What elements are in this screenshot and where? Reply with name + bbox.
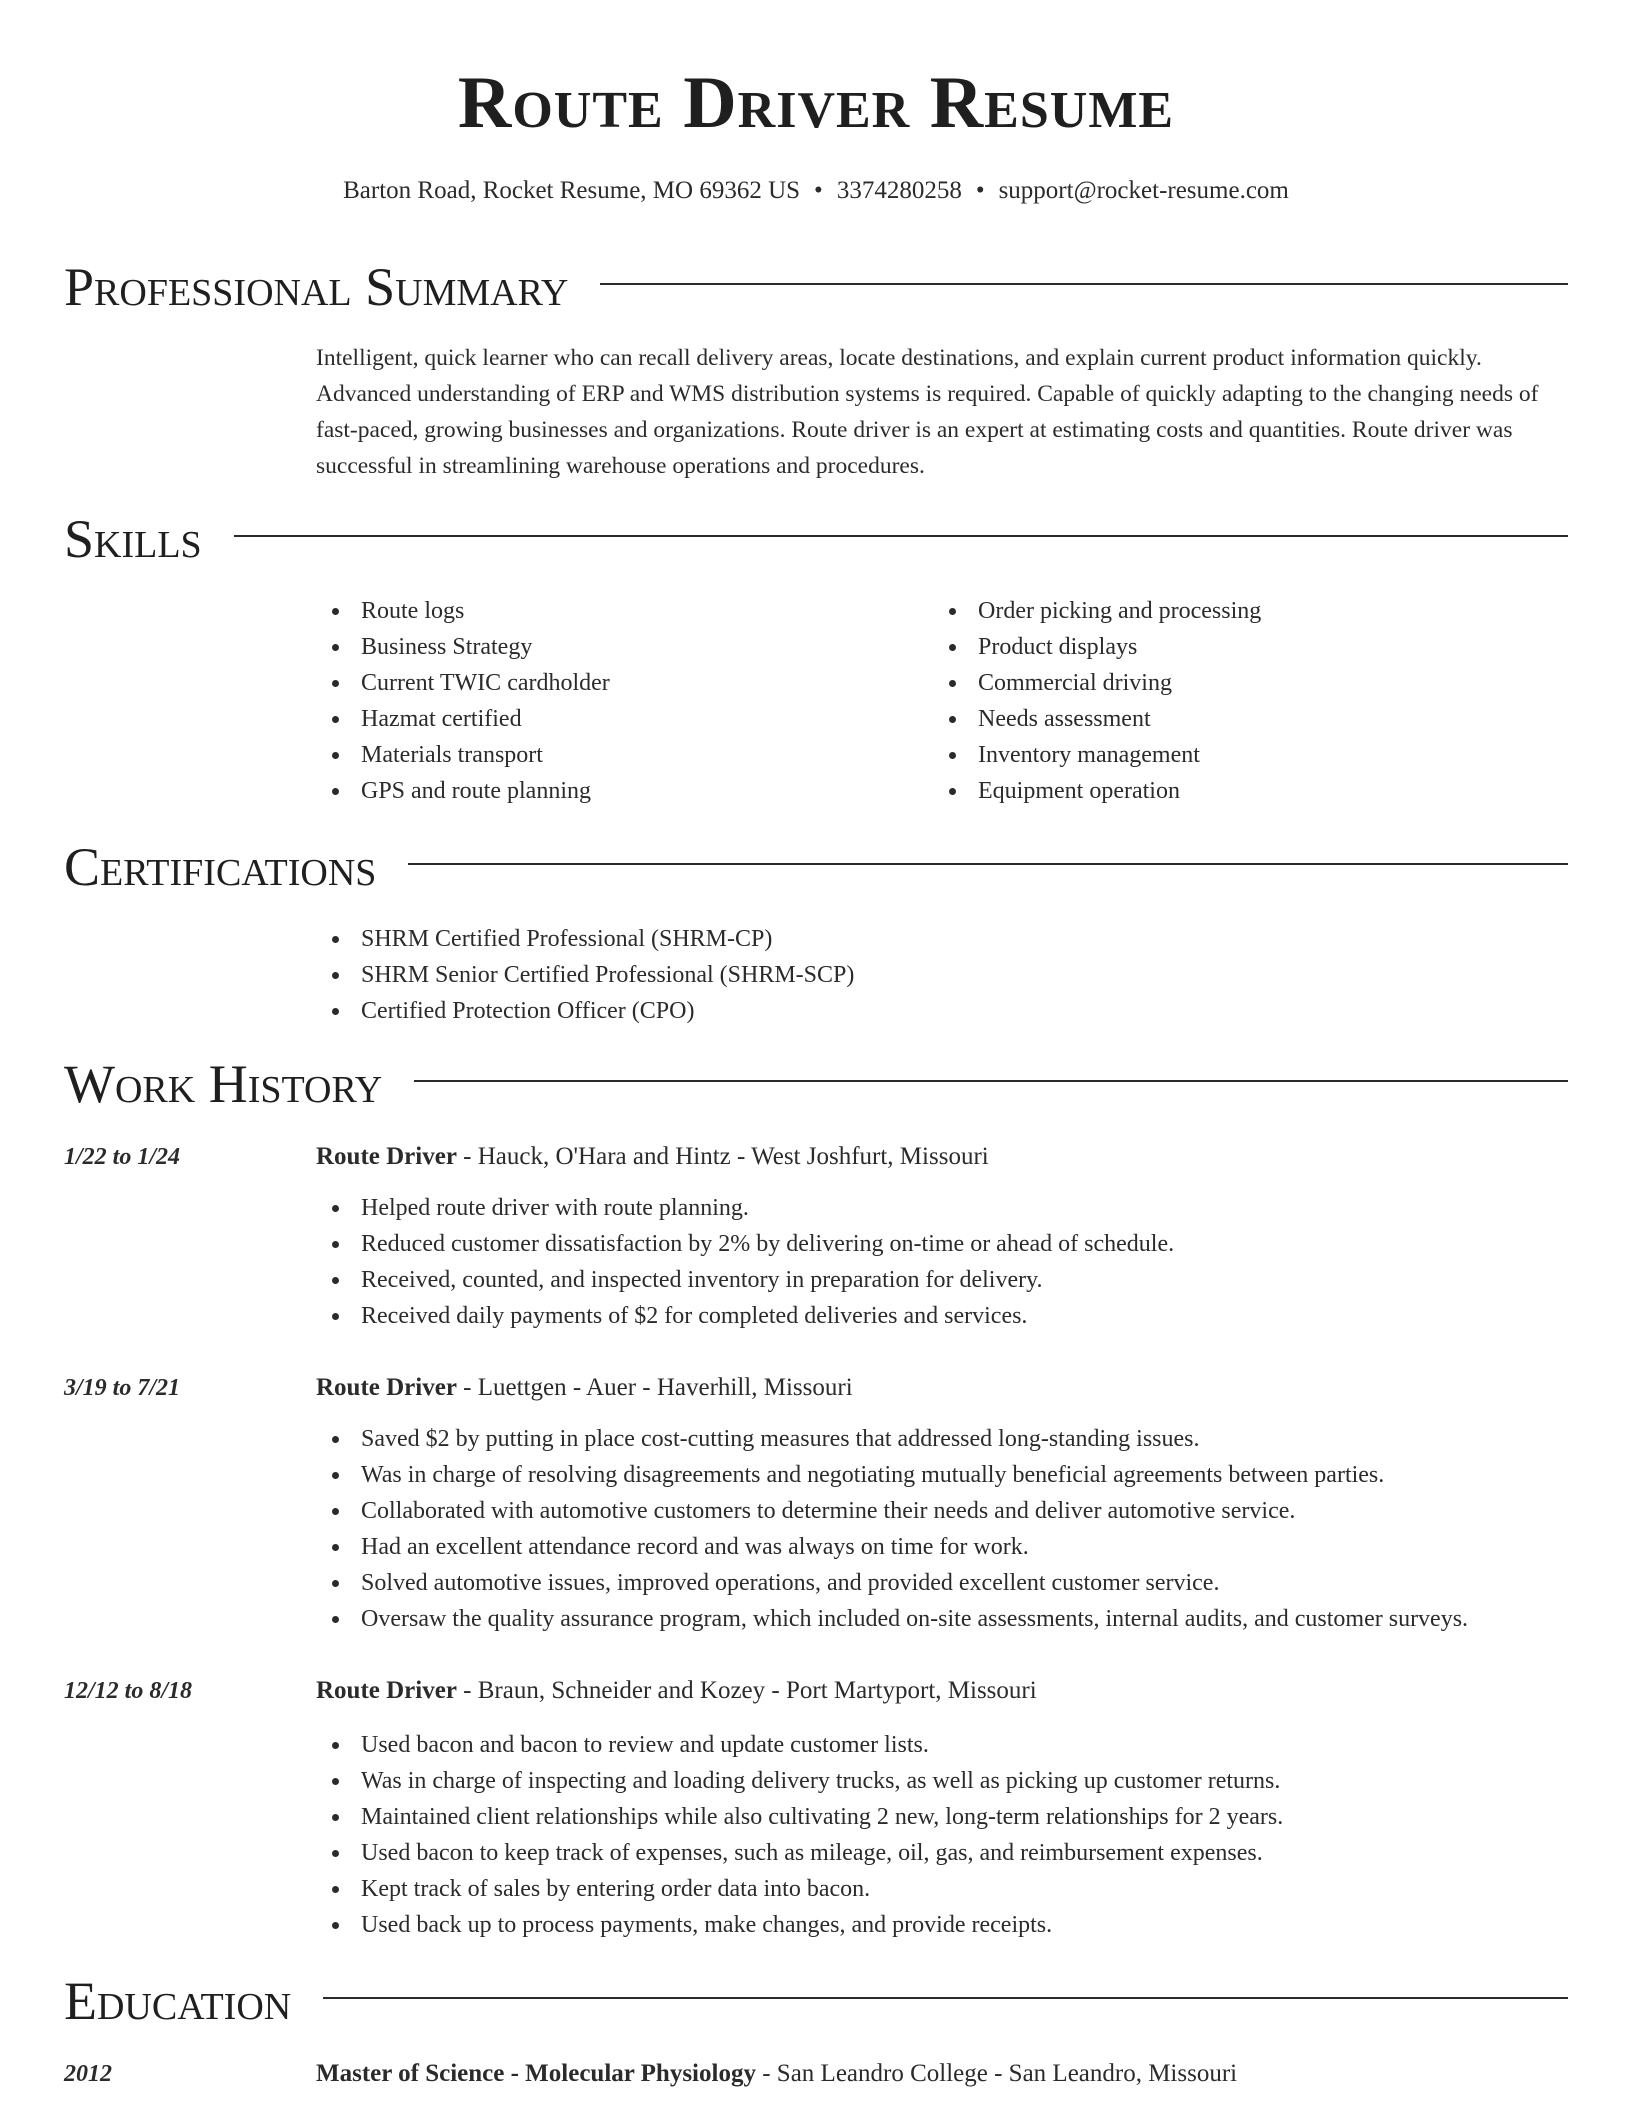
skills-list-left [316,593,916,809]
skill-item: Needs assessment [933,701,1573,737]
certification-item: Certified Protection Officer (CPO) [316,993,1516,1029]
job-bullet: Saved $2 by putting in place cost-cutting measures that addressed long-standing issues. [316,1421,1572,1457]
contact-separator: • [814,177,823,204]
job-bullets [316,1421,1572,1637]
section-divider [323,1997,1568,1999]
skill-item: Route logs [316,593,916,629]
job-bullet: Oversaw the quality assurance program, which included on-site assessments, internal audits, and customer surveys. [316,1601,1572,1637]
job-bullet: Kept track of sales by entering order data into bacon. [316,1871,1572,1907]
skill-item: Business Strategy [316,629,916,665]
job-employer: - Luettgen - Auer - Haverhill, Missouri [456,1374,853,1401]
certifications-section-heading [64,832,1568,902]
job-role: Route Driver [316,1143,457,1170]
certifications-heading: Certifications [64,837,377,897]
summary-text: Intelligent, quick learner who can recall delivery areas, locate destinations, and explain current product information quickly. Advanced understanding of ERP and WMS distribution systems is required. Capable of quickly adapting to the changing needs of fast-paced, growing businesses and organizations. Route driver is an expert at estimating costs and quantities. Route driver was successful in streamlining warehouse operations and procedures. [316,345,1539,479]
skill-item: Equipment operation [933,773,1573,809]
job-bullets [316,1190,1572,1334]
summary-section-heading [64,252,1568,322]
skill-item: Materials transport [316,737,916,773]
skills-section-heading [64,504,1568,574]
skill-item: Current TWIC cardholder [316,665,916,701]
education-school: - San Leandro College - San Leandro, Missouri [755,2060,1238,2087]
certifications-list [316,921,1516,1029]
skill-item: Commercial driving [933,665,1573,701]
education-section-heading [64,1966,1568,2036]
job-employer: - Hauck, O'Hara and Hintz - West Joshfurt, Missouri [456,1143,989,1170]
resume-title: Route Driver Resume [457,62,1175,144]
job-bullet: Was in charge of inspecting and loading delivery trucks, as well as picking up customer returns. [316,1763,1572,1799]
job-title-line [316,1675,1037,1707]
section-divider [600,283,1568,285]
work-history-heading: Work History [64,1054,383,1114]
skill-item: Product displays [933,629,1573,665]
education-year: 2012 [64,2061,112,2087]
section-divider [234,535,1568,537]
job-title-line [316,1372,853,1404]
job-bullet: Had an excellent attendance record and was always on time for work. [316,1529,1572,1565]
job-bullet: Used bacon to keep track of expenses, such as mileage, oil, gas, and reimbursement expenses. [316,1835,1572,1871]
section-divider [408,863,1568,865]
job-bullet: Helped route driver with route planning. [316,1190,1572,1226]
job-bullet: Collaborated with automotive customers to determine their needs and deliver automotive service. [316,1493,1572,1529]
contact-email: support@rocket-resume.com [998,177,1289,204]
contact-line [0,176,1632,206]
job-bullet: Received, counted, and inspected inventory in preparation for delivery. [316,1262,1572,1298]
job-role: Route Driver [316,1677,457,1704]
work-history-section-heading [64,1049,1568,1119]
skill-item: Order picking and processing [933,593,1573,629]
education-line [316,2058,1237,2090]
job-employer: - Braun, Schneider and Kozey - Port Martyport, Missouri [456,1677,1037,1704]
skills-list-right [933,593,1573,809]
skill-item: GPS and route planning [316,773,916,809]
skill-item: Hazmat certified [316,701,916,737]
job-bullet: Was in charge of resolving disagreements and negotiating mutually beneficial agreements between parties. [316,1457,1572,1493]
section-divider [414,1080,1568,1082]
skill-item: Inventory management [933,737,1573,773]
education-degree: Master of Science - Molecular Physiology [316,2060,756,2087]
job-bullet: Used bacon and bacon to review and update customer lists. [316,1727,1572,1763]
summary-heading: Professional Summary [64,257,569,317]
education-heading: Education [64,1971,292,2031]
contact-address: Barton Road, Rocket Resume, MO 69362 US [343,177,801,204]
job-bullet: Used back up to process payments, make changes, and provide receipts. [316,1907,1572,1943]
contact-separator: • [975,177,985,204]
certification-item: SHRM Certified Professional (SHRM-CP) [316,921,1516,957]
job-dates: 1/22 to 1/24 [64,1144,181,1170]
contact-phone: 3374280258 [836,177,962,204]
job-dates: 12/12 to 8/18 [64,1678,193,1704]
job-bullet: Solved automotive issues, improved operations, and provided excellent customer service. [316,1565,1572,1601]
job-bullet: Reduced customer dissatisfaction by 2% by delivering on-time or ahead of schedule. [316,1226,1572,1262]
job-dates: 3/19 to 7/21 [64,1375,181,1401]
job-bullet: Maintained client relationships while also cultivating 2 new, long-term relationships for 2 years. [316,1799,1572,1835]
job-role: Route Driver [316,1374,457,1401]
job-bullets [316,1727,1572,1943]
skills-heading: Skills [64,509,202,569]
job-title-line [316,1141,989,1173]
certification-item: SHRM Senior Certified Professional (SHRM-SCP) [316,957,1516,993]
job-bullet: Received daily payments of $2 for completed deliveries and services. [316,1298,1572,1334]
